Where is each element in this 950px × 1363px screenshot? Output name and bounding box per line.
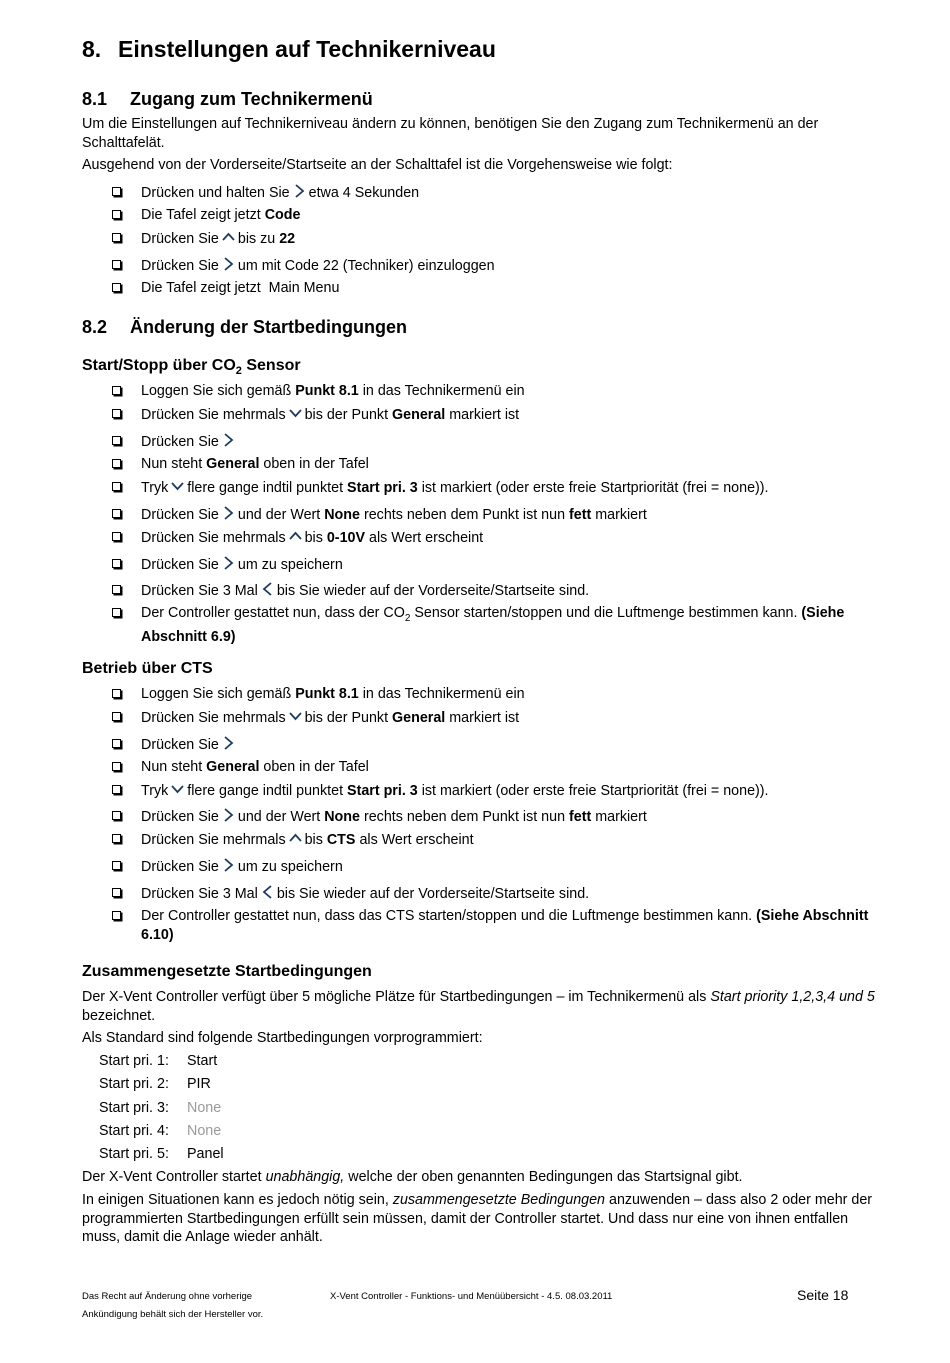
checkbox-bullet [112,911,121,920]
subheading-cts: Betrieb über CTS [82,660,213,677]
footer-center: X-Vent Controller - Funktions- und Menüübersicht - 4.5. 08.03.2011 [330,1291,613,1302]
checkbox-bullet [112,834,121,843]
chevron-right-icon [221,256,236,272]
checkbox-bullet [112,260,121,269]
table-row: Start pri. 2: PIR [99,1076,211,1093]
chevron-right-icon [221,555,236,571]
checkbox-bullet [112,585,121,594]
chevron-right-icon [221,807,236,823]
chevron-down-icon [170,781,185,797]
checkbox-bullet [112,509,121,518]
chevron-up-icon [288,528,303,544]
priority-table [99,1052,224,1164]
checkbox-bullet [112,532,121,541]
page-number: Seite 18 [797,1287,849,1303]
chevron-right-icon [221,432,236,448]
table-row: Start pri. 4: None [99,1122,222,1139]
paragraph: Um die Einstellungen auf Technikerniveau ändern zu können, benötigen Sie den Zugang zum Technikermenü an der Schalttafelät. [82,116,819,151]
chevron-up-icon [288,830,303,846]
paragraph: Der X-Vent Controller verfügt über 5 mögliche Plätze für Startbedingungen – im Technikermenü als Start priority 1,2,3,4 und 5 bezeichnet. [82,989,875,1024]
checkbox-bullet [112,861,121,870]
checkbox-bullet [112,811,121,820]
paragraph: Ausgehend von der Vorderseite/Startseite an der Schalttafel ist die Vorgehensweise wie folgt: [82,157,673,173]
paragraph: Der X-Vent Controller startet unabhängig, welche der oben genannten Bedingungen das Startsignal gibt. [82,1169,743,1185]
checkbox-bullet [112,210,121,219]
chevron-right-icon [292,183,307,199]
chevron-up-icon [221,229,236,245]
chapter-heading: 8. Einstellungen auf Technikerniveau [82,36,496,62]
chevron-down-icon [170,478,185,494]
footer-left: Das Recht auf Änderung ohne vorherige Ankündigung behält sich der Hersteller vor. [82,1291,264,1320]
chevron-down-icon [288,708,303,724]
paragraph: Als Standard sind folgende Startbedingungen vorprogrammiert: [82,1030,483,1046]
checkbox-bullet [112,187,121,196]
chevron-left-icon [260,884,275,900]
subheading-combined: Zusammengesetzte Startbedingungen [82,963,372,980]
checkbox-bullet [112,762,121,771]
chevron-right-icon [221,857,236,873]
paragraph: In einigen Situationen kann es jedoch nötig sein, zusammengesetzte Bedingungen anzuwenden – dass also 2 oder mehr der programmierten Startbedingungen erfüllt sein müssen, damit der Controller startet. Und dass nur eine von ihnen entfallen muss, damit die Anlage wieder anhält. [82,1192,873,1245]
checkbox-bullet [112,283,121,292]
checkbox-bullet [112,436,121,445]
chevron-left-icon [260,581,275,597]
checkbox-bullet [112,559,121,568]
table-row: Start pri. 5: Panel [99,1146,224,1163]
checkbox-bullet [112,482,121,491]
checkbox-bullet [112,409,121,418]
checkbox-bullet [112,689,121,698]
checkbox-bullet [112,233,121,242]
checkbox-bullet [112,739,121,748]
table-row: Start pri. 3: None [99,1099,222,1116]
checkbox-bullet [112,386,121,395]
checkbox-bullet [112,785,121,794]
table-row: Start pri. 1: Start [99,1053,218,1069]
chevron-right-icon [221,505,236,521]
section-heading-8-1: 8.1 Zugang zum Technikermenü [82,89,373,109]
checkbox-bullet [112,888,121,897]
chevron-down-icon [288,405,303,421]
checkbox-bullet [112,459,121,468]
checkbox-bullet [112,608,121,617]
chevron-right-icon [221,735,236,751]
subheading-co2: Start/Stopp über $CO_2$ Sensor [82,357,301,378]
checkbox-bullet [112,712,121,721]
section-heading-8-2: 8.2 Änderung der Startbedingungen [82,317,407,337]
